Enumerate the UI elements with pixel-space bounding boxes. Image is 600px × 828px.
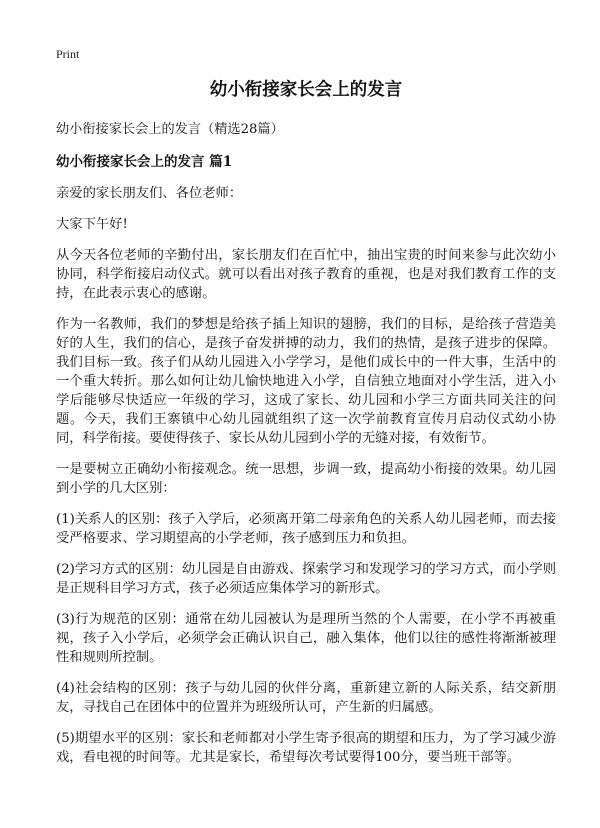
paragraph-body: 一是要树立正确幼小衔接观念。统一思想，步调一致，提高幼小衔接的效果。幼儿园到小学的几大区别：	[56, 462, 556, 496]
paragraph-list-item: (1)关系人的区别：孩子入学后，必须离开第二母亲角色的关系人幼儿园老师，而去接受严格要求、学习期望高的小学老师，孩子感到压力和负担。	[56, 512, 556, 546]
document-body	[56, 78, 556, 779]
document-title: 幼小衔接家长会上的发言	[209, 80, 403, 100]
paragraph-body: 作为一名教师，我们的梦想是给孩子插上知识的翅膀，我们的目标，是给孩子营造美好的人生，我们的信心，是孩子奋发拼搏的动力，我们的热情，是孩子进步的保障。我们目标一致。孩子们从幼儿园进入小学学习，是他们成长中的一件大事，生活中的一个重大转折。那么如何让幼儿愉快地进入小学，自信独立地面对小学生活，进入小学后能够尽快适应一年级的学习，这成了家长、幼儿园和小学三方面共同关注的问题。今天，我们王寨镇中心幼儿园就组织了这一次学前教育宣传月启动仪式幼小协同，科学衔接。要使得孩子、家长从幼儿园到小学的无缝对接，有效衔节。	[56, 317, 556, 446]
paragraph-list-item: (5)期望水平的区别：家长和老师都对小学生寄予很高的期望和压力，为了学习减少游戏，看电视的时间等。尤其是家长，希望每次考试要得100分，要当班干部等。	[56, 731, 556, 765]
paragraph-salutation: 亲爱的家长朋友们、各位老师：	[56, 186, 243, 201]
paragraph-greeting: 大家下午好!	[56, 217, 128, 232]
paragraph-list-item: (4)社会结构的区别：孩子与幼儿园的伙伴分离，重新建立新的人际关系，结交新朋友，寻找自己在团体中的位置并为班级所认可，产生新的归属感。	[56, 681, 556, 715]
section-heading: 幼小衔接家长会上的发言 篇1	[56, 154, 233, 170]
print-label: Print	[56, 47, 80, 61]
paragraph-list-item: (3)行为规范的区别：通常在幼儿园被认为是理所当然的个人需要，在小学不再被重视，孩子入小学后，必须学会正确认识自己，融入集体，他们以往的感性将渐渐被理性和规则所控制。	[56, 612, 556, 665]
paragraph-list-item: (2)学习方式的区别：幼儿园是自由游戏、探索学习和发现学习的学习方式，而小学则是正规科目学习方式，孩子必须适应集体学习的新形式。	[56, 562, 556, 596]
paragraph-body: 从今天各位老师的辛勤付出，家长朋友们在百忙中，抽出宝贵的时间来参与此次幼小协同，科学衔接启动仪式。就可以看出对孩子教育的重视，也是对我们教育工作的支持，在此表示衷心的感谢。	[56, 248, 556, 301]
document-subtitle: 幼小衔接家长会上的发言（精选28篇）	[56, 122, 284, 137]
